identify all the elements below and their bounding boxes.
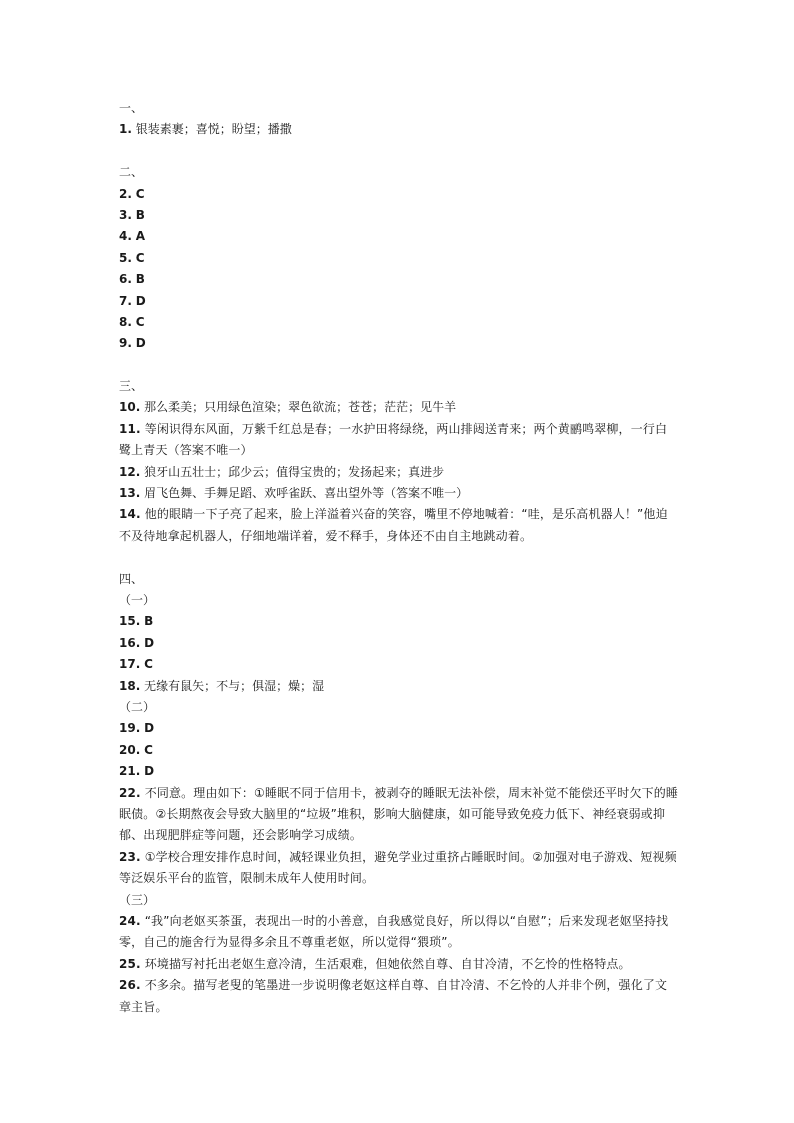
answer-text: 那么柔美；只用绿色渲染；翠色欲流；苍苍；茫茫；见牛羊 <box>144 400 457 415</box>
answer-text: ①学校合理安排作息时间，减轻课业负担，避免学业过重挤占睡眠时间。②加强对电子游戏、短视频等泛娱乐平台的监管，限制未成年人使用时间。 <box>119 849 677 886</box>
answer-text: 他的眼睛一下子亮了起来，脸上洋溢着兴奋的笑容，嘴里不停地喊着：“哇，是乐高机器人！”他迫不及待地拿起机器人，仔细地端详着，爱不释手，身体还不由自主地跳动着。 <box>119 507 668 543</box>
answer-8 <box>119 312 679 333</box>
answer-text: B <box>144 614 154 629</box>
answer-number: 22. <box>119 785 141 800</box>
section-heading-1: 一、 <box>119 101 144 115</box>
answer-9 <box>119 333 679 354</box>
answer-11 <box>119 419 679 462</box>
answer-1 <box>119 119 679 140</box>
answer-3 <box>119 205 679 226</box>
blank-line <box>119 141 679 162</box>
answer-26 <box>119 975 679 1018</box>
answer-text: C <box>135 314 145 329</box>
answer-text: 环境描写衬托出老妪生意冷清，生活艰难，但她依然自尊、自甘冷清，不乞怜的性格特点。 <box>144 956 631 971</box>
answer-21 <box>119 761 679 782</box>
answer-text: C <box>144 657 153 672</box>
section-heading-4: 四、 <box>119 571 144 586</box>
answer-text: B <box>135 272 145 287</box>
section-heading-3: 三、 <box>119 379 144 394</box>
answer-text: 眉飞色舞、手舞足蹈、欢呼雀跃、喜出望外等（答案不唯一） <box>144 486 469 501</box>
answer-number: 10. <box>119 400 141 415</box>
answer-5 <box>119 248 679 269</box>
blank-line <box>119 547 679 568</box>
answer-text: 不多余。描写老叟的笔墨进一步说明像老妪这样自尊、自甘冷清、不乞怜的人并非个例，强化了文章主旨。 <box>119 978 668 1014</box>
answer-number: 23. <box>119 849 141 864</box>
answer-number: 7. <box>119 293 132 308</box>
answer-number: 9. <box>119 336 132 351</box>
answer-4 <box>119 226 679 247</box>
answer-key <box>119 98 679 1018</box>
answer-14 <box>119 504 679 547</box>
answer-text: D <box>144 764 155 779</box>
answer-number: 4. <box>119 229 132 244</box>
answer-10 <box>119 397 679 418</box>
answer-number: 16. <box>119 635 141 650</box>
answer-text: D <box>135 336 146 351</box>
subsection-label-1: （一） <box>119 593 156 608</box>
answer-number: 24. <box>119 913 141 928</box>
section-heading-2: 二、 <box>119 165 144 180</box>
blank-line <box>119 355 679 376</box>
answer-18 <box>119 676 679 697</box>
answer-12 <box>119 462 679 483</box>
answer-13 <box>119 483 679 504</box>
answer-text: D <box>144 721 155 736</box>
answer-2 <box>119 184 679 205</box>
answer-6 <box>119 269 679 290</box>
answer-number: 25. <box>119 956 141 971</box>
answer-23 <box>119 847 679 890</box>
answer-number: 12. <box>119 464 141 479</box>
answer-text: C <box>135 250 145 265</box>
answer-text: 无缘有鼠矢；不与；俱湿；燥；湿 <box>144 678 325 693</box>
answer-number: 19. <box>119 721 141 736</box>
answer-text: A <box>135 229 146 244</box>
answer-number: 17. <box>119 657 141 672</box>
answer-text: 等闲识得东风面，万紫千红总是春；一水护田将绿绕，两山排闼送青来；两个黄鹂鸣翠柳，一行白鹭上青天（答案不唯一） <box>119 421 668 458</box>
answer-19 <box>119 718 679 739</box>
answer-text: D <box>135 293 146 308</box>
answer-text: 狼牙山五壮士；邱少云；值得宝贵的；发扬起来；真进步 <box>144 464 445 479</box>
answer-20 <box>119 740 679 761</box>
answer-text: 银装素裹；喜悦；盼望；播撒 <box>135 122 292 137</box>
subsection-label-2: （二） <box>119 700 156 714</box>
answer-text: D <box>144 635 155 650</box>
answer-text: C <box>135 186 145 201</box>
answer-number: 3. <box>119 207 132 222</box>
answer-number: 5. <box>119 250 132 265</box>
answer-number: 20. <box>119 742 141 757</box>
answer-number: 11. <box>119 421 141 436</box>
answer-number: 14. <box>119 507 141 522</box>
answer-text: B <box>135 207 145 222</box>
answer-number: 21. <box>119 764 141 779</box>
answer-7 <box>119 291 679 312</box>
answer-number: 26. <box>119 978 141 993</box>
answer-text: C <box>144 742 153 757</box>
answer-number: 1. <box>119 122 132 137</box>
answer-24 <box>119 911 679 954</box>
answer-number: 15. <box>119 614 141 629</box>
answer-text: 不同意。理由如下：①睡眠不同于信用卡，被剥夺的睡眠无法补偿，周末补觉不能偿还平时欠下的睡眠债。②长期熬夜会导致大脑里的“垃圾”堆积，影响大脑健康，如可能导致免疫力低下、神经衰弱或抑郁、出现肥胖症等问题，还会影响学习成绩。 <box>119 785 679 843</box>
answer-15 <box>119 611 679 632</box>
answer-number: 6. <box>119 272 132 287</box>
subsection-label-3: （三） <box>119 892 156 907</box>
answer-text: “我”向老妪买茶蛋，表现出一时的小善意，自我感觉良好，所以得以“自慰”；后来发现老妪坚持找零，自己的施舍行为显得多余且不尊重老妪，所以觉得“猥琐”。 <box>119 913 669 950</box>
answer-number: 8. <box>119 314 132 329</box>
answer-16 <box>119 633 679 654</box>
answer-25 <box>119 954 679 975</box>
answer-number: 18. <box>119 678 141 693</box>
answer-17 <box>119 654 679 675</box>
answer-22 <box>119 783 679 847</box>
answer-number: 13. <box>119 486 141 501</box>
answer-number: 2. <box>119 186 132 201</box>
